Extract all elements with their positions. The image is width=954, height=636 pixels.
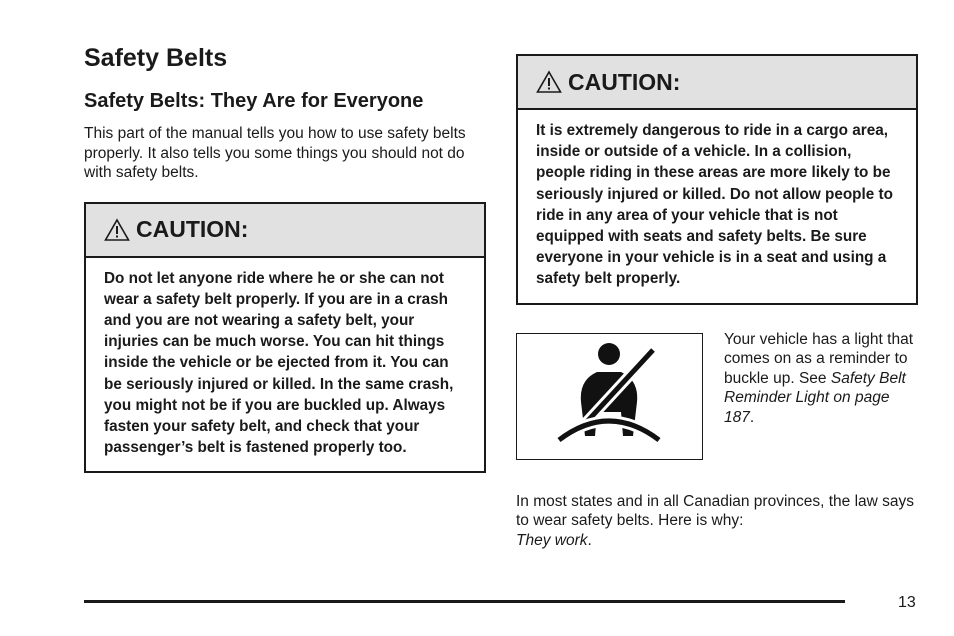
intro-paragraph: This part of the manual tells you how to use safety belts properly. It also tells you some things you should not do with safety belts. <box>84 125 466 181</box>
reminder-text <box>724 330 918 460</box>
caution-body: It is extremely dangerous to ride in a cargo area, inside or outside of a vehicle. In a collision, people riding in these areas are more likely to be seriously injured or killed. Do not allow people to ride in any area of your vehicle that is not equipped with seats and safety belts. Be sure everyone in your vehicle is in a seat and using a safety belt properly. <box>536 122 893 288</box>
law-paragraph <box>516 492 918 551</box>
right-column <box>516 54 918 550</box>
reminder-text-end: . <box>749 408 755 426</box>
section-subheading: Safety Belts: They Are for Everyone <box>84 90 424 112</box>
law-text-end: . <box>587 531 592 549</box>
caution-title: CAUTION: <box>136 216 249 242</box>
caution-body: Do not let anyone ride where he or she can not wear a safety belt properly. If you are in a crash and you are not wearing a safety belt, your injuries can be much worse. You can hit things inside the vehicle or be ejected from it. You can be seriously injured or killed. In the same crash, you might not be if you are buckled up. Always fasten your safety belt, and check that your passenger’s belt is fastened properly too. <box>104 269 454 457</box>
reminder-row <box>516 330 918 460</box>
warning-triangle-icon <box>104 218 130 242</box>
page-number: 13 <box>898 594 916 611</box>
reminder-text-start: Your vehicle has a light that comes on as a reminder to buckle up. See <box>724 330 913 387</box>
seatbelt-reminder-icon-frame <box>516 333 703 460</box>
law-text: In most states and in all Canadian provinces, the law says to wear safety belts. Here is why: <box>516 492 915 530</box>
warning-triangle-icon <box>536 70 562 94</box>
law-emphasis: They work <box>516 531 588 549</box>
caution-box-left <box>84 202 486 474</box>
page-heading: Safety Belts <box>84 44 228 72</box>
left-column <box>84 42 486 473</box>
seatbelt-reminder-icon <box>555 340 665 452</box>
caution-box-right <box>516 54 918 305</box>
footer-rule <box>84 600 845 603</box>
reminder-page-reference[interactable]: Safety Belt Reminder Light on page 187 <box>724 369 906 426</box>
caution-header <box>86 204 484 258</box>
caution-title: CAUTION: <box>568 68 681 95</box>
caution-header <box>518 56 916 110</box>
